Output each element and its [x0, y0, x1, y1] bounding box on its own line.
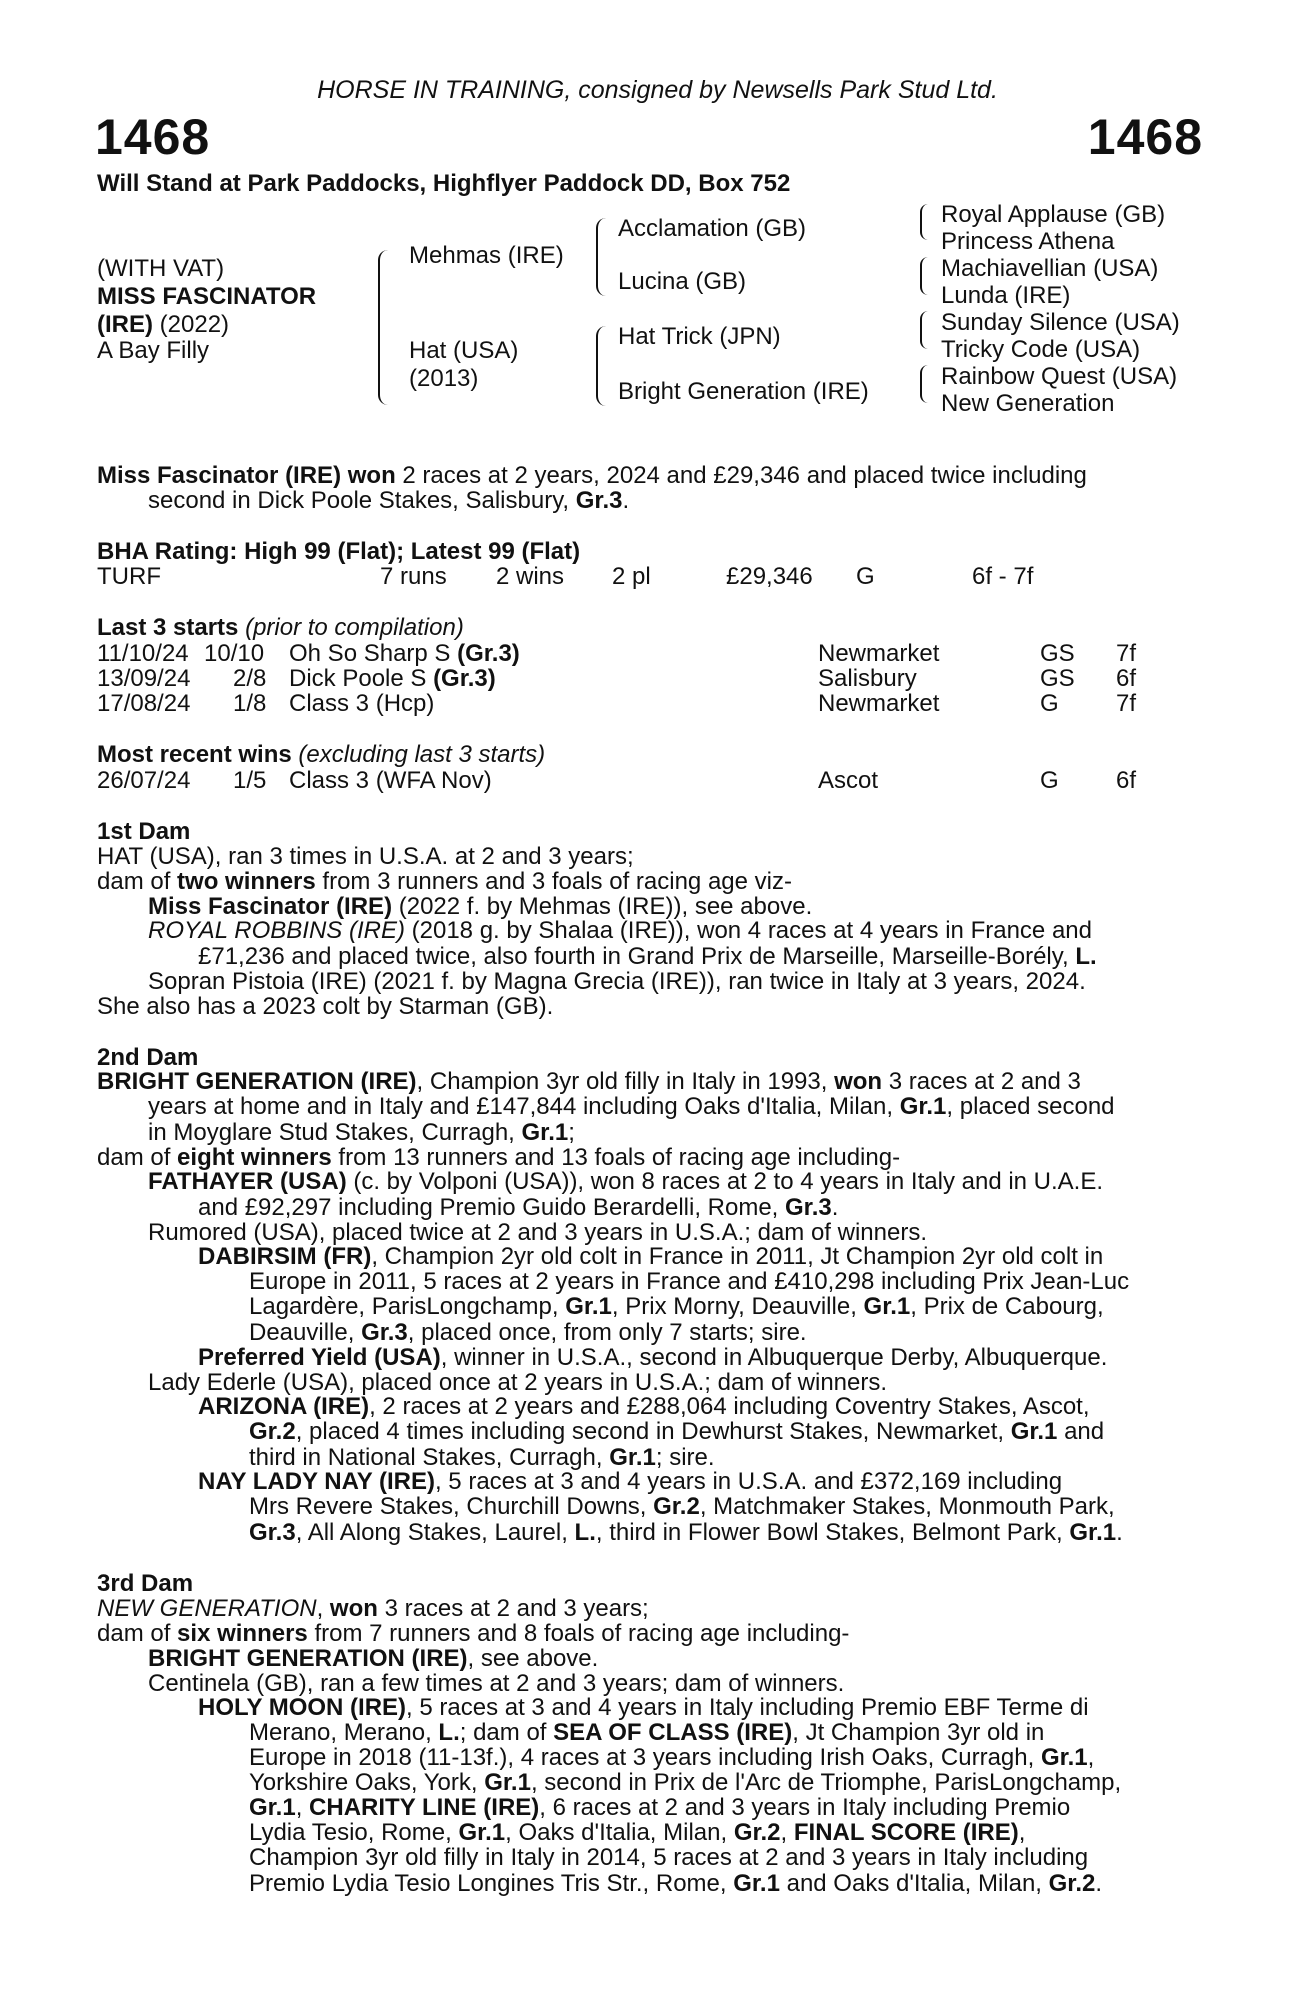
sire-dam: Lucina (GB) [618, 268, 747, 295]
horse-description: A Bay Filly [97, 337, 210, 364]
ped-dds: Rainbow Quest (USA) [941, 363, 1178, 390]
dam2-para: Mrs Revere Stakes, Churchill Downs, Gr.2, Matchmaker Stakes, Monmouth Park, [249, 1493, 1115, 1520]
dam2-para: BRIGHT GENERATION (IRE), Champion 3yr old filly in Italy in 1993, won 3 races at 2 and 3 [97, 1068, 1081, 1095]
dam2-line: Deauville, Gr.3, placed once, from only 7 starts; sire. [249, 1319, 807, 1346]
dam3-line: dam of six winners from 7 runners and 8 foals of racing age including- [97, 1620, 850, 1647]
dam2-para: Lagardère, ParisLongchamp, Gr.1, Prix Morny, Deauville, Gr.1, Prix de Cabourg, [249, 1293, 1104, 1320]
ped-dss: Sunday Silence (USA) [941, 309, 1180, 336]
dam3-para: Gr.1, CHARITY LINE (IRE), 6 races at 2 and 3 years in Italy including Premio [249, 1794, 1071, 1821]
dam3-title: 3rd Dam [97, 1570, 194, 1597]
dam1-title: 1st Dam [97, 818, 191, 845]
summary-line-2: second in Dick Poole Stakes, Salisbury, Gr.3. [148, 487, 630, 514]
summary-line-1: Miss Fascinator (IRE) won 2 races at 2 years, 2024 and £29,346 and placed twice including [97, 462, 1087, 489]
brace-4 [920, 204, 928, 240]
dam2-title: 2nd Dam [97, 1044, 199, 1071]
stand-location: Will Stand at Park Paddocks, Highflyer Paddock DD, Box 752 [97, 170, 791, 197]
brace-6 [920, 311, 928, 349]
dam2-line: dam of eight winners from 13 runners and 13 foals of racing age including- [97, 1144, 901, 1171]
dam2-para: Europe in 2011, 5 races at 2 years in France and £410,298 including Prix Jean-Luc [249, 1268, 1130, 1295]
brace-5 [920, 257, 928, 295]
dam2-para: Gr.2, placed 4 times including second in Dewhurst Stakes, Newmarket, Gr.1 and [249, 1418, 1105, 1445]
ped-sds: Machiavellian (USA) [941, 255, 1159, 282]
vat-note: (WITH VAT) [97, 255, 225, 282]
dam2-para: NAY LADY NAY (IRE), 5 races at 3 and 4 years in U.S.A. and £372,169 including [198, 1468, 1063, 1495]
ped-sdd: Lunda (IRE) [941, 282, 1071, 309]
ped-sss: Royal Applause (GB) [941, 201, 1166, 228]
brace-7 [920, 365, 928, 403]
dam2-line: Preferred Yield (USA), winner in U.S.A., second in Albuquerque Derby, Albuquerque. [198, 1344, 1108, 1371]
lot-number-left: 1468 [95, 109, 211, 165]
ped-ddd: New Generation [941, 390, 1115, 417]
dam3-para: Lydia Tesio, Rome, Gr.1, Oaks d'Italia, Milan, Gr.2, FINAL SCORE (IRE), [249, 1819, 1026, 1846]
dam3-line: Centinela (GB), ran a few times at 2 and 3 years; dam of winners. [148, 1670, 845, 1697]
brace-1 [378, 250, 388, 405]
last3-title: Last 3 starts (prior to compilation) [97, 614, 464, 641]
dam2-line: Rumored (USA), placed twice at 2 and 3 years in U.S.A.; dam of winners. [148, 1219, 928, 1246]
dam3-line: NEW GENERATION, won 3 races at 2 and 3 years; [97, 1595, 649, 1622]
dam2-line: Gr.3, All Along Stakes, Laurel, L., third in Flower Bowl Stakes, Belmont Park, Gr.1. [249, 1519, 1123, 1546]
bha-rating: BHA Rating: High 99 (Flat); Latest 99 (Flat) [97, 538, 581, 565]
dam2-line: Lady Ederle (USA), placed once at 2 years in U.S.A.; dam of winners. [148, 1369, 888, 1396]
dam1-line: Sopran Pistoia (IRE) (2021 f. by Magna Grecia (IRE)), ran twice in Italy at 3 years, 2024. [148, 968, 1086, 995]
sire-sire: Acclamation (GB) [618, 215, 807, 242]
horse-birth: (IRE) (2022) [97, 311, 230, 338]
dam-year: (2013) [409, 365, 479, 392]
dam1-para: ROYAL ROBBINS (IRE) (2018 g. by Shalaa (IRE)), won 4 races at 4 years in France and [148, 917, 1092, 944]
dam1-line: HAT (USA), ran 3 times in U.S.A. at 2 and 3 years; [97, 843, 634, 870]
brace-2 [596, 218, 606, 296]
brace-3 [596, 326, 606, 406]
horse-name: MISS FASCINATOR [97, 283, 317, 310]
dam1-line: dam of two winners from 3 runners and 3 foals of racing age viz- [97, 868, 792, 895]
dam3-para: Yorkshire Oaks, York, Gr.1, second in Prix de l'Arc de Triomphe, ParisLongchamp, [249, 1769, 1122, 1796]
dam3-para: HOLY MOON (IRE), 5 races at 3 and 4 years in Italy including Premio EBF Terme di [198, 1694, 1089, 1721]
dam2-para: DABIRSIM (FR), Champion 2yr old colt in France in 2011, Jt Champion 2yr old colt in [198, 1243, 1104, 1270]
dam2-line: third in National Stakes, Curragh, Gr.1; sire. [249, 1444, 715, 1471]
dam1-line: Miss Fascinator (IRE) (2022 f. by Mehmas (IRE)), see above. [148, 893, 813, 920]
dam3-para: Champion 3yr old filly in Italy in 2014, 5 races at 2 and 3 years in Italy including [249, 1844, 1089, 1871]
dam3-para: Merano, Merano, L.; dam of SEA OF CLASS (IRE), Jt Champion 3yr old in [249, 1719, 1045, 1746]
dam3-para: Europe in 2018 (11-13f.), 4 races at 3 years including Irish Oaks, Curragh, Gr.1, [249, 1744, 1095, 1771]
dam1-line: £71,236 and placed twice, also fourth in Grand Prix de Marseille, Marseille-Borély, L. [198, 943, 1097, 970]
dam2-line: and £92,297 including Premio Guido Berardelli, Rome, Gr.3. [198, 1194, 839, 1221]
ped-ssd: Princess Athena [941, 228, 1115, 255]
dam2-line: in Moyglare Stud Stakes, Curragh, Gr.1; [148, 1119, 575, 1146]
sire: Mehmas (IRE) [409, 242, 564, 269]
dam3-line: Premio Lydia Tesio Longines Tris Str., Rome, Gr.1 and Oaks d'Italia, Milan, Gr.2. [249, 1870, 1103, 1897]
dam3-line: BRIGHT GENERATION (IRE), see above. [148, 1645, 599, 1672]
dam1-line: She also has a 2023 colt by Starman (GB). [97, 993, 554, 1020]
consignor-note: HORSE IN TRAINING, consigned by Newsells Park Stud Ltd. [317, 76, 998, 104]
dam-sire: Hat Trick (JPN) [618, 323, 781, 350]
dam: Hat (USA) [409, 337, 519, 364]
ped-dsd: Tricky Code (USA) [941, 336, 1141, 363]
recent-title: Most recent wins (excluding last 3 starts) [97, 741, 546, 768]
dam2-para: years at home and in Italy and £147,844 including Oaks d'Italia, Milan, Gr.1, placed second [148, 1093, 1115, 1120]
dam2-para: FATHAYER (USA) (c. by Volponi (USA)), won 8 races at 2 to 4 years in Italy and in U.A.E. [148, 1168, 1104, 1195]
dam2-para: ARIZONA (IRE), 2 races at 2 years and £288,064 including Coventry Stakes, Ascot, [198, 1393, 1090, 1420]
dam-dam: Bright Generation (IRE) [618, 378, 869, 405]
lot-number-right: 1468 [1087, 109, 1203, 165]
